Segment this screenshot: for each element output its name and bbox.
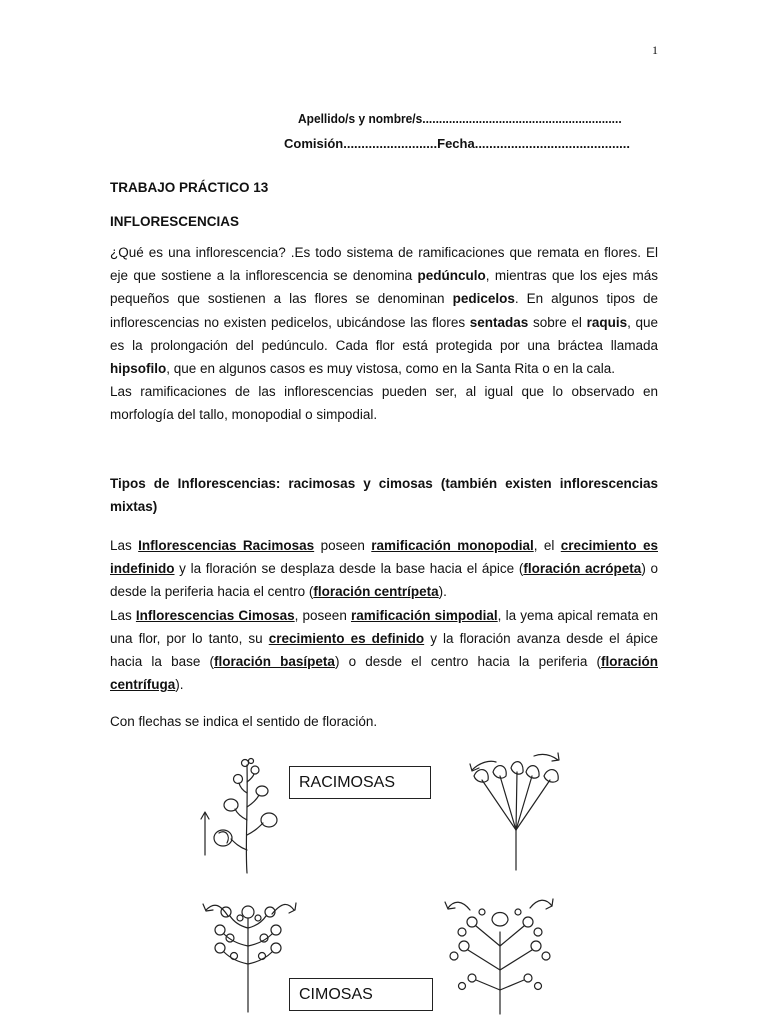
term-peduncle: pedúnculo xyxy=(417,268,486,284)
raceme-drawing xyxy=(195,755,285,875)
text-run: , que en algunos casos es muy vistosa, como en la Santa Rita o en la cala. xyxy=(166,361,616,377)
intro-paragraph xyxy=(110,241,658,427)
page-number: 1 xyxy=(652,43,658,57)
term-rachis: raquis xyxy=(586,314,628,330)
term-racemose: Inflorescencias Racimosas xyxy=(138,538,315,553)
text-run: y la floración se desplaza desde la base hacia el ápice ( xyxy=(174,561,524,577)
term-indefinite-growth: crecimiento es indefinido xyxy=(110,538,658,577)
corymb-drawing xyxy=(460,750,570,875)
text-run: ). xyxy=(438,584,447,600)
text-run: ) o desde el centro hacia la periferia ( xyxy=(334,654,601,670)
dichasium-drawing xyxy=(200,888,300,1016)
types-paragraph xyxy=(110,534,658,696)
term-acropetal: floración acrópeta xyxy=(523,561,642,577)
term-basipetal: floración basípeta xyxy=(214,654,335,670)
text-run: , mientras que los ejes más pequeños que sostienen a las flores se denominan xyxy=(110,268,658,307)
text-run: , poseen xyxy=(294,607,351,623)
arrows-note: Con flechas se indica el sentido de floración. xyxy=(110,714,378,729)
term-centripetal: floración centrípeta xyxy=(313,584,439,600)
text-run: ). xyxy=(175,677,184,693)
term-pedicels: pedicelos xyxy=(452,291,515,307)
term-monopodial: ramificación monopodial xyxy=(371,538,534,553)
text-run: , la yema apical remata en una flor, por lo tanto, su xyxy=(110,607,658,646)
section-title: INFLORESCENCIAS xyxy=(110,214,240,229)
term-sympodial: ramificación simpodial xyxy=(350,607,498,623)
text-run: . En algunos tipos de inflorescencias no existen pedicelos, ubicándose las flores xyxy=(110,291,658,330)
text-run: , que es la prolongación del pedúnculo. Cada flor está protegida por una bráctea llamada xyxy=(110,314,659,353)
name-field-line: Apellido/s y nombre/s............................................................ xyxy=(298,111,622,126)
term-sessile: sentadas xyxy=(469,314,529,330)
text-run: Las ramificaciones de las inflorescencias pueden ser, al igual que lo observado en morfología del tallo, monopodial o simpodial. xyxy=(110,384,658,423)
cimosas-label: CIMOSAS xyxy=(289,978,433,1011)
document-title: TRABAJO PRÁCTICO 13 xyxy=(110,180,269,195)
text-run: ¿Qué es una inflorescencia? .Es todo sistema de ramificaciones que remata en flores. El eje que sostiene a la inflorescencia se denomina xyxy=(110,245,658,284)
text-run: sobre el xyxy=(528,314,587,330)
text-run: ) o desde la periferia hacia el centro ( xyxy=(110,561,658,600)
types-heading: Tipos de Inflorescencias: racimosas y cimosas (también existen inflorescencias mixtas) xyxy=(110,476,658,515)
text-run: y la floración avanza desde el ápice hacia la base ( xyxy=(110,630,658,670)
term-centrifugal: floración centrífuga xyxy=(110,654,658,693)
term-cymose: Inflorescencias Cimosas xyxy=(135,607,295,623)
pleiochasium-drawing xyxy=(440,890,562,1018)
text-run: Las xyxy=(110,538,139,553)
term-definite-growth: crecimiento es definido xyxy=(268,630,425,646)
text-run: , el xyxy=(533,538,561,553)
term-hypsophyll: hipsofilo xyxy=(110,361,167,377)
racimosas-label: RACIMOSAS xyxy=(289,766,431,799)
text-run: Las xyxy=(110,607,136,623)
commission-date-line: Comisión..........................Fecha........................................... xyxy=(284,136,631,151)
text-run: poseen xyxy=(314,538,372,553)
